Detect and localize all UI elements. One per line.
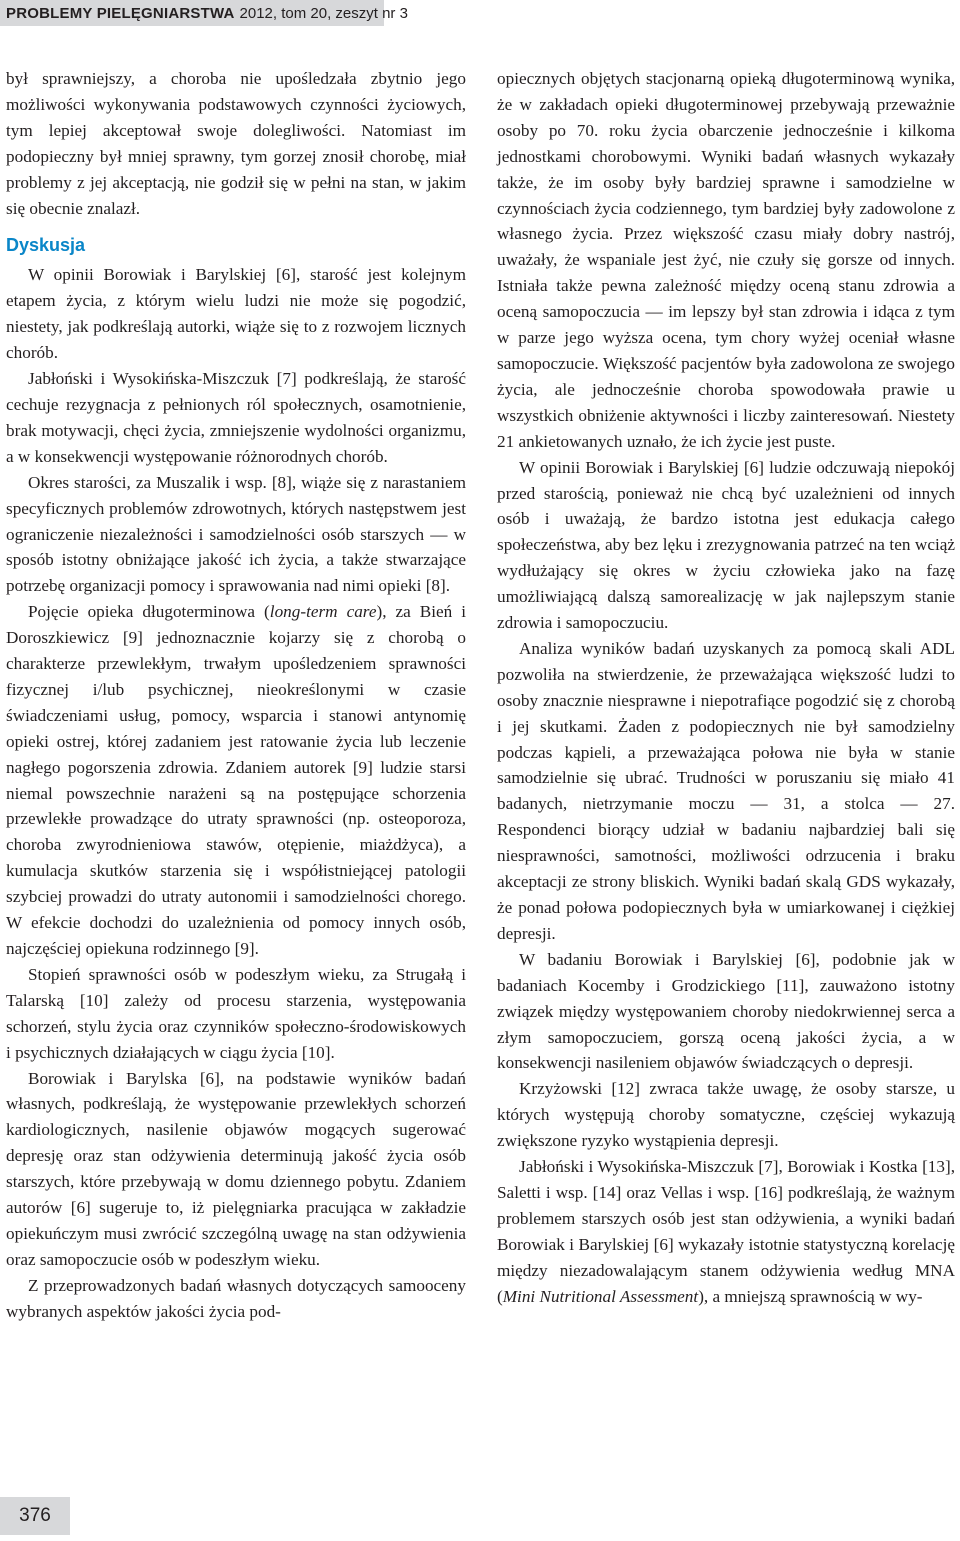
paragraph: był sprawniejszy, a choroba nie upośledzała zbytnio jego możliwości wykonywania podstawowych czynności życiowych, tym lepiej akceptował swoje dolegliwości. Natomiast im podopieczny był mniej sprawny, tym gorzej znosił chorobę, miał problemy z jej akceptacją, nie godził się w pełni na stan, w jakim się obecnie znalazł. (6, 69, 466, 218)
text-run: ), a mniejszą sprawnością w wy- (698, 1286, 923, 1306)
page-number: 376 (0, 1497, 70, 1535)
italic-term: long-term care (269, 602, 377, 622)
section-heading: Dyskusja (6, 235, 86, 256)
left-column (6, 66, 466, 1325)
paragraph: Stopień sprawności osób w podeszłym wieku, za Strugałą i Talarską [10] zależy od procesu starzenia, występowania schorzeń, stylu życia oraz czynników społeczno-środowiskowych i psychicznych działających w ciągu życia [10]. (6, 964, 466, 1062)
right-column (497, 66, 955, 1310)
paragraph: Borowiak i Barylska [6], na podstawie wyników badań własnych, podkreślają, że występowanie przewlekłych schorzeń kardiologicznych, nasilenie objawów mogących sugerować depresję oraz stan odżywienia determinują jakość życia osób starszych, które przebywają w domu dziennego pobytu. Zdaniem autorów [6] sugeruje to, iż pielęgniarka pracująca w zakładzie opiekuńczym musi zwrócić szczególną uwagę na stan odżywienia oraz samopoczucie osób w podeszłym wieku. (6, 1068, 466, 1269)
paragraph: Z przeprowadzonych badań własnych dotyczących samooceny wybranych aspektów jakości życia pod- (6, 1275, 466, 1321)
paragraph (6, 599, 466, 962)
journal-title: PROBLEMY PIELĘGNIARSTWA (6, 4, 235, 22)
text-run: Jabłoński i Wysokińska-Miszczuk [7], Borowiak i Kostka [13], Saletti i wsp. [14] oraz Vellas i wsp. [16] podkreślają, że ważnym problemem starszych osób jest stan odżywienia, a wyniki badań Borowiak i Barylskiej [6] wykazały istotnie statystyczną korelację między niezadowalającym stanem odżywienia według MNA ( (497, 1157, 955, 1306)
paragraph: Okres starości, za Muszalik i wsp. [8], wiąże się z narastaniem specyficznych problemów zdrowotnych, których następstwem jest ograniczenie niezależności i samodzielności osób starszych — w sposób istotny obniżające jakość ich życia, a także stwarzające potrzebę organizacji pomocy i sprawowania nad nimi opieki [8]. (6, 472, 466, 596)
italic-term: Mini Nutritional Assessment (502, 1286, 699, 1306)
paragraph (497, 1154, 955, 1309)
paragraph: Analiza wyników badań uzyskanych za pomocą skali ADL pozwoliła na stwierdzenie, że przeważająca większość ludzi to osoby znacznie niesprawne i niepotrafiące pogodzić się z chorobą i jej skutkami. Żaden z podopiecznych nie był samodzielny podczas kąpieli, a przeważająca połowa nie była w stanie samodzielnie się ubrać. Trudności w poruszaniu się miało 41 badanych, nietrzymanie moczu — 31, a stolca — 27. Respondenci biorący udział w badaniu najbardziej bali się niesprawności, samotności, możliwości odrzucenia i braku akceptacji ze strony bliskich. Wyniki badań skalą GDS wykazały, że ponad połowa podopiecznych była w umiarkowanej i ciężkiej depresji. (497, 638, 955, 943)
paragraph: Krzyżowski [12] zwraca także uwagę, że osoby starsze, u których występują choroby somatyczne, częściej wykazują zwiększone ryzyko wystąpienia depresji. (497, 1079, 955, 1151)
paragraph: opiecznych objętych stacjonarną opieką długoterminową wynika, że w zakładach opieki długoterminowej przebywają przeważnie osoby po 70. roku życia obarczenie jednocześnie i kilkoma jednostkami chorobowymi. Wyniki badań własnych wykazały także, że im osoby były bardziej sprawne i samodzielne w czynnościach życia codziennego, tym bardziej były zadowolone z własnego życia. Przez większość czasu miały dobry nastrój, uważały, że wspaniale jest żyć, nie czuły się gorsze od innych. Istniała także pewna zależność między oceną stanu zdrowia a oceną samopoczucia — im lepszy był stan zdrowia i idąca z tym w parze jego wyższa ocena, tym chory wyżej oceniał własne samopoczucie. Większość pacjentów była zadowolona ze swojego życia, ale jednocześnie choroba spowodowała prawie u wszystkich obniżenie aktywności i liczby zainteresowań. Niestety 21 ankietowanych uznało, że ich życie jest puste. (497, 69, 955, 451)
paragraph: W badaniu Borowiak i Barylskiej [6], podobnie jak w badaniach Kocemby i Grodzickiego [11], zauważono istotny związek między występowaniem choroby niedokrwiennej serca a złym samopoczuciem, gorszą oceną jakości życia, a w konsekwencji nasileniem objawów świadczących o depresji. (497, 949, 955, 1073)
paragraph: Jabłoński i Wysokińska-Miszczuk [7] podkreślają, że starość cechuje rezygnacja z pełnionych ról społecznych, osamotnienie, brak motywacji, chęci życia, zmniejszenie wydolności organizmu, a w konsekwencji występowanie różnorodnych chorób. (6, 369, 466, 466)
paragraph: W opinii Borowiak i Barylskiej [6] ludzie odczuwają niepokój przed starością, ponieważ nie chcą być uzależnieni od innych osób i uważają, że bardzo istotna jest edukacja całego społeczeństwa, aby bez lęku i zrezygnowania patrzeć na ten wciąż wydłużający się okres w życiu człowieka jako na fazę umożliwiającą dalszą samorealizację w jak najlepszym stanie zdrowia i samopoczuciu. (497, 457, 955, 633)
text-run: Pojęcie opieka długoterminowa ( (28, 602, 270, 622)
paragraph: W opinii Borowiak i Barylskiej [6], starość jest kolejnym etapem życia, z którym wielu ludzi nie może się pogodzić, niestety, jak podkreślają autorki, wiąże się to z rozwojem licznych chorób. (6, 265, 466, 363)
issue-info: 2012, tom 20, zeszyt nr 3 (239, 4, 408, 22)
text-run: ), za Bień i Doroszkiewicz [9] jednoznacznie kojarzy się z chorobą o charakterze przewlekłym, trwałym upośledzeniem sprawności fizycznej i/lub psychicznej, nieokreślonymi w czasie świadczeniami usług, pomocy, wsparcia i stanowi antynomię opieki ostrej, której zadaniem jest ratowanie życia lub leczenie nagłego pogorszenia zdrowia. Zdaniem autorek [9] ludzie starsi niemal powszechnie narażeni są na postępujące schorzenia przewlekłe prowadzące do utraty sprawności (np. osteoporoza, choroba zwyrodnieniowa stawów, otępienie, miażdżyca), a kumulacja skutków starzenia się i współistniejącej patologii szybciej prowadzi do utraty autonomii i samodzielności chorego. W efekcie dochodzi do uzależnienia od pomocy innych osób, najczęściej opiekuna rodzinnego [9]. (6, 602, 467, 958)
running-header (0, 0, 408, 26)
